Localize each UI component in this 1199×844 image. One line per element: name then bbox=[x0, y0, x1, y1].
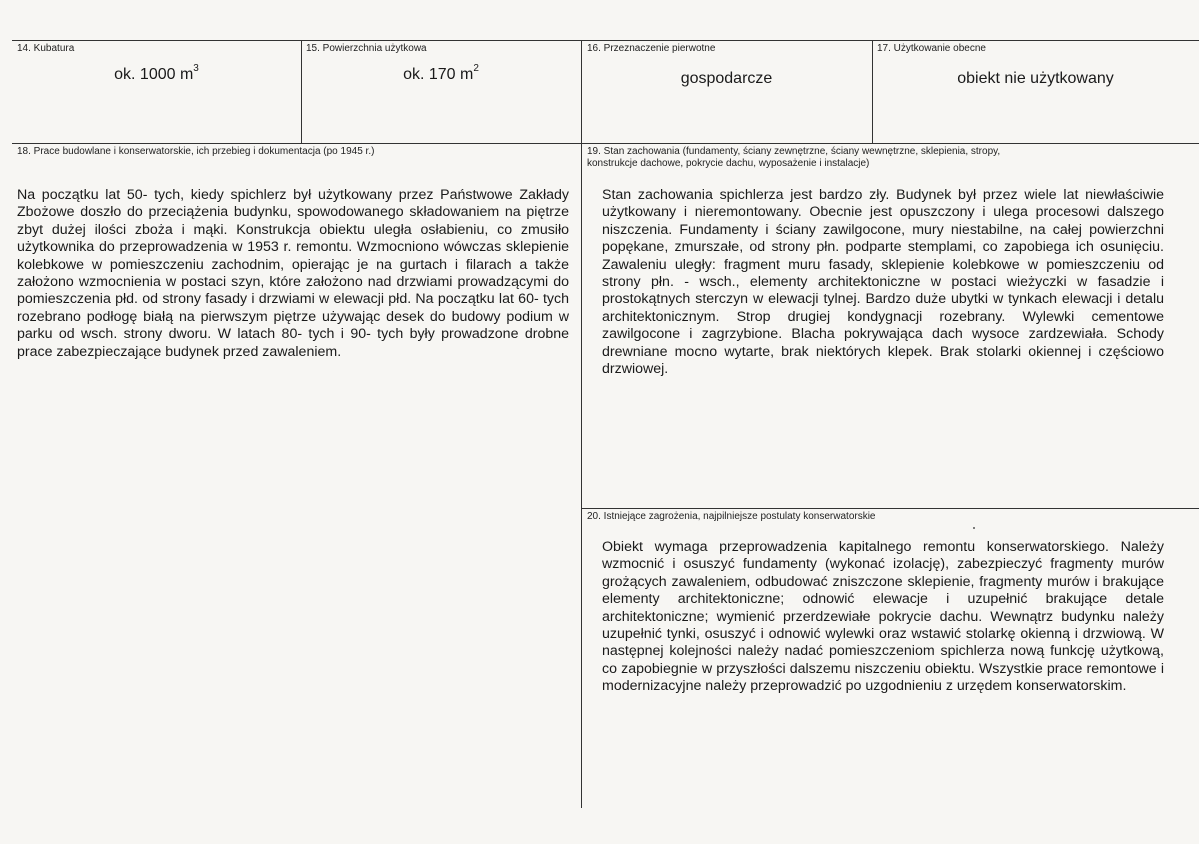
field-15-value-main: ok. 170 m bbox=[403, 66, 474, 83]
top-border bbox=[12, 40, 1199, 41]
field-19-label-line2: konstrukcje dachowe, pokrycie dachu, wyposażenie i instalacje) bbox=[587, 158, 870, 169]
col-divider-16 bbox=[581, 40, 582, 808]
col-divider-17 bbox=[872, 40, 873, 143]
field-15-label: 15. Powierzchnia użytkowa bbox=[306, 43, 427, 54]
field-19-paragraph: Stan zachowania spichlerza jest bardzo zły. Budynek był przez wiele lat niewłaściwie użytkowany i nieremontowany. Obecnie jest opuszczony i ulega procesowi dalszego niszczenia. Fundamenty i ściany zawilgocone, mury niestabilne, na całej powierzchni popękane, zmurszałe, od strony płn. podparte stemplami, co zapobiega ich osunięciu. Zawaleniu uległy: fragment muru fasady, sklepienie kolebkowe w pomieszczeniu od strony płn. - wsch., elementy architektoniczne w postaci wieżyczki w fasadzie i prostokątnych sterczyn w elewacji tylnej. Bardzo duże ubytki w tynkach elewacji i detalu architektonicznym. Strop drugiej kondygnacji rozebrany. Wylewki cementowe zawilgocone i zagrzybione. Blacha pokrywająca dach wysoce zardzewiała. Schody drewniane mocno wytarte, brak niektórych klepek. Brak stolarki okiennej i częściowo drzwiowej. bbox=[602, 187, 1164, 378]
section-20-divider bbox=[581, 508, 1199, 509]
field-14-label: 14. Kubatura bbox=[17, 43, 75, 54]
field-19-label-line1: 19. Stan zachowania (fundamenty, ściany zewnętrzne, ściany wewnętrzne, sklepienia, stropy, bbox=[587, 146, 1001, 157]
field-17-value: obiekt nie użytkowany bbox=[957, 70, 1114, 87]
field-20-paragraph: Obiekt wymaga przeprowadzenia kapitalnego remontu konserwatorskiego. Należy wzmocnić i osuszyć fundamenty (wykonać izolację), zabezpieczyć fragmenty murów grożących zawaleniem, odbudować zniszczone sklepienie, fragmenty murów i brakujące elementy architektoniczne; odnowić elewacje i uzupełnić brakujące detale architektoniczne; wymienić przerdzewiałe pokrycie dachu. Wewnątrz budynku należy uzupełnić tynki, osuszyć i odnowić wylewki oraz wstawić stolarkę okienną i drzwiową. W następnej kolejności należy nadać pomieszczeniom spichlerza nową funkcję użytkową, co zapobiegnie w przyszłości dalszemu niszczeniu obiektu. Wszystkie prace remontowe i modernizacyjne należy przeprowadzić po uzgodnieniu z urzędem konserwatorskim. bbox=[602, 539, 1164, 695]
field-15-value bbox=[301, 62, 581, 84]
field-20-label: 20. Istniejące zagrożenia, najpilniejsze postulaty konserwatorskie bbox=[587, 511, 876, 522]
field-14-value-sup: 3 bbox=[193, 62, 199, 74]
field-18-text bbox=[17, 187, 569, 361]
col-divider-15 bbox=[301, 40, 302, 143]
field-14-value-main: ok. 1000 m bbox=[114, 66, 194, 83]
field-19-text bbox=[602, 187, 1164, 378]
field-18-label: 18. Prace budowlane i konserwatorskie, ich przebieg i dokumentacja (po 1945 r.) bbox=[17, 146, 375, 157]
field-17-label: 17. Użytkowanie obecne bbox=[877, 43, 986, 54]
field-20-text bbox=[602, 539, 1164, 696]
field-16-label: 16. Przeznaczenie pierwotne bbox=[587, 43, 716, 54]
scan-speck bbox=[973, 527, 975, 529]
field-18-paragraph: Na początku lat 50- tych, kiedy spichlerz był użytkowany przez Państwowe Zakłady Zbożowe doszło do przeciążenia budynku, spowodowanego składowaniem na piętrze zbyt dużej ilości zboża i mąki. Konstrukcja obiektu uległa osłabieniu, co zmusiło użytkownika do przeprowadzenia w 1953 r. remontu. Wzmocniono wówczas sklepienie kolebkowe w pomieszczeniu zachodnim, opierając je na gurtach i filarach a także założono wzmocnienia w postaci szyn, które założono nad drzwiami prowadzącymi do pomieszczenia płd. od strony fasady i drzwiami w elewacji płd. Na początku lat 60- tych rozebrano podłogę białą na pierwszym piętrze używając desek do budowy podium w parku od wsch. strony dworu. W latach 80- tych i 90- tych były prowadzone drobne prace zabezpieczające budynek przed zawaleniem. bbox=[17, 187, 569, 360]
field-15-value-sup: 2 bbox=[473, 62, 479, 74]
field-16-value: gospodarcze bbox=[680, 70, 773, 87]
field-14-value bbox=[12, 62, 301, 84]
row-divider bbox=[12, 143, 1199, 144]
